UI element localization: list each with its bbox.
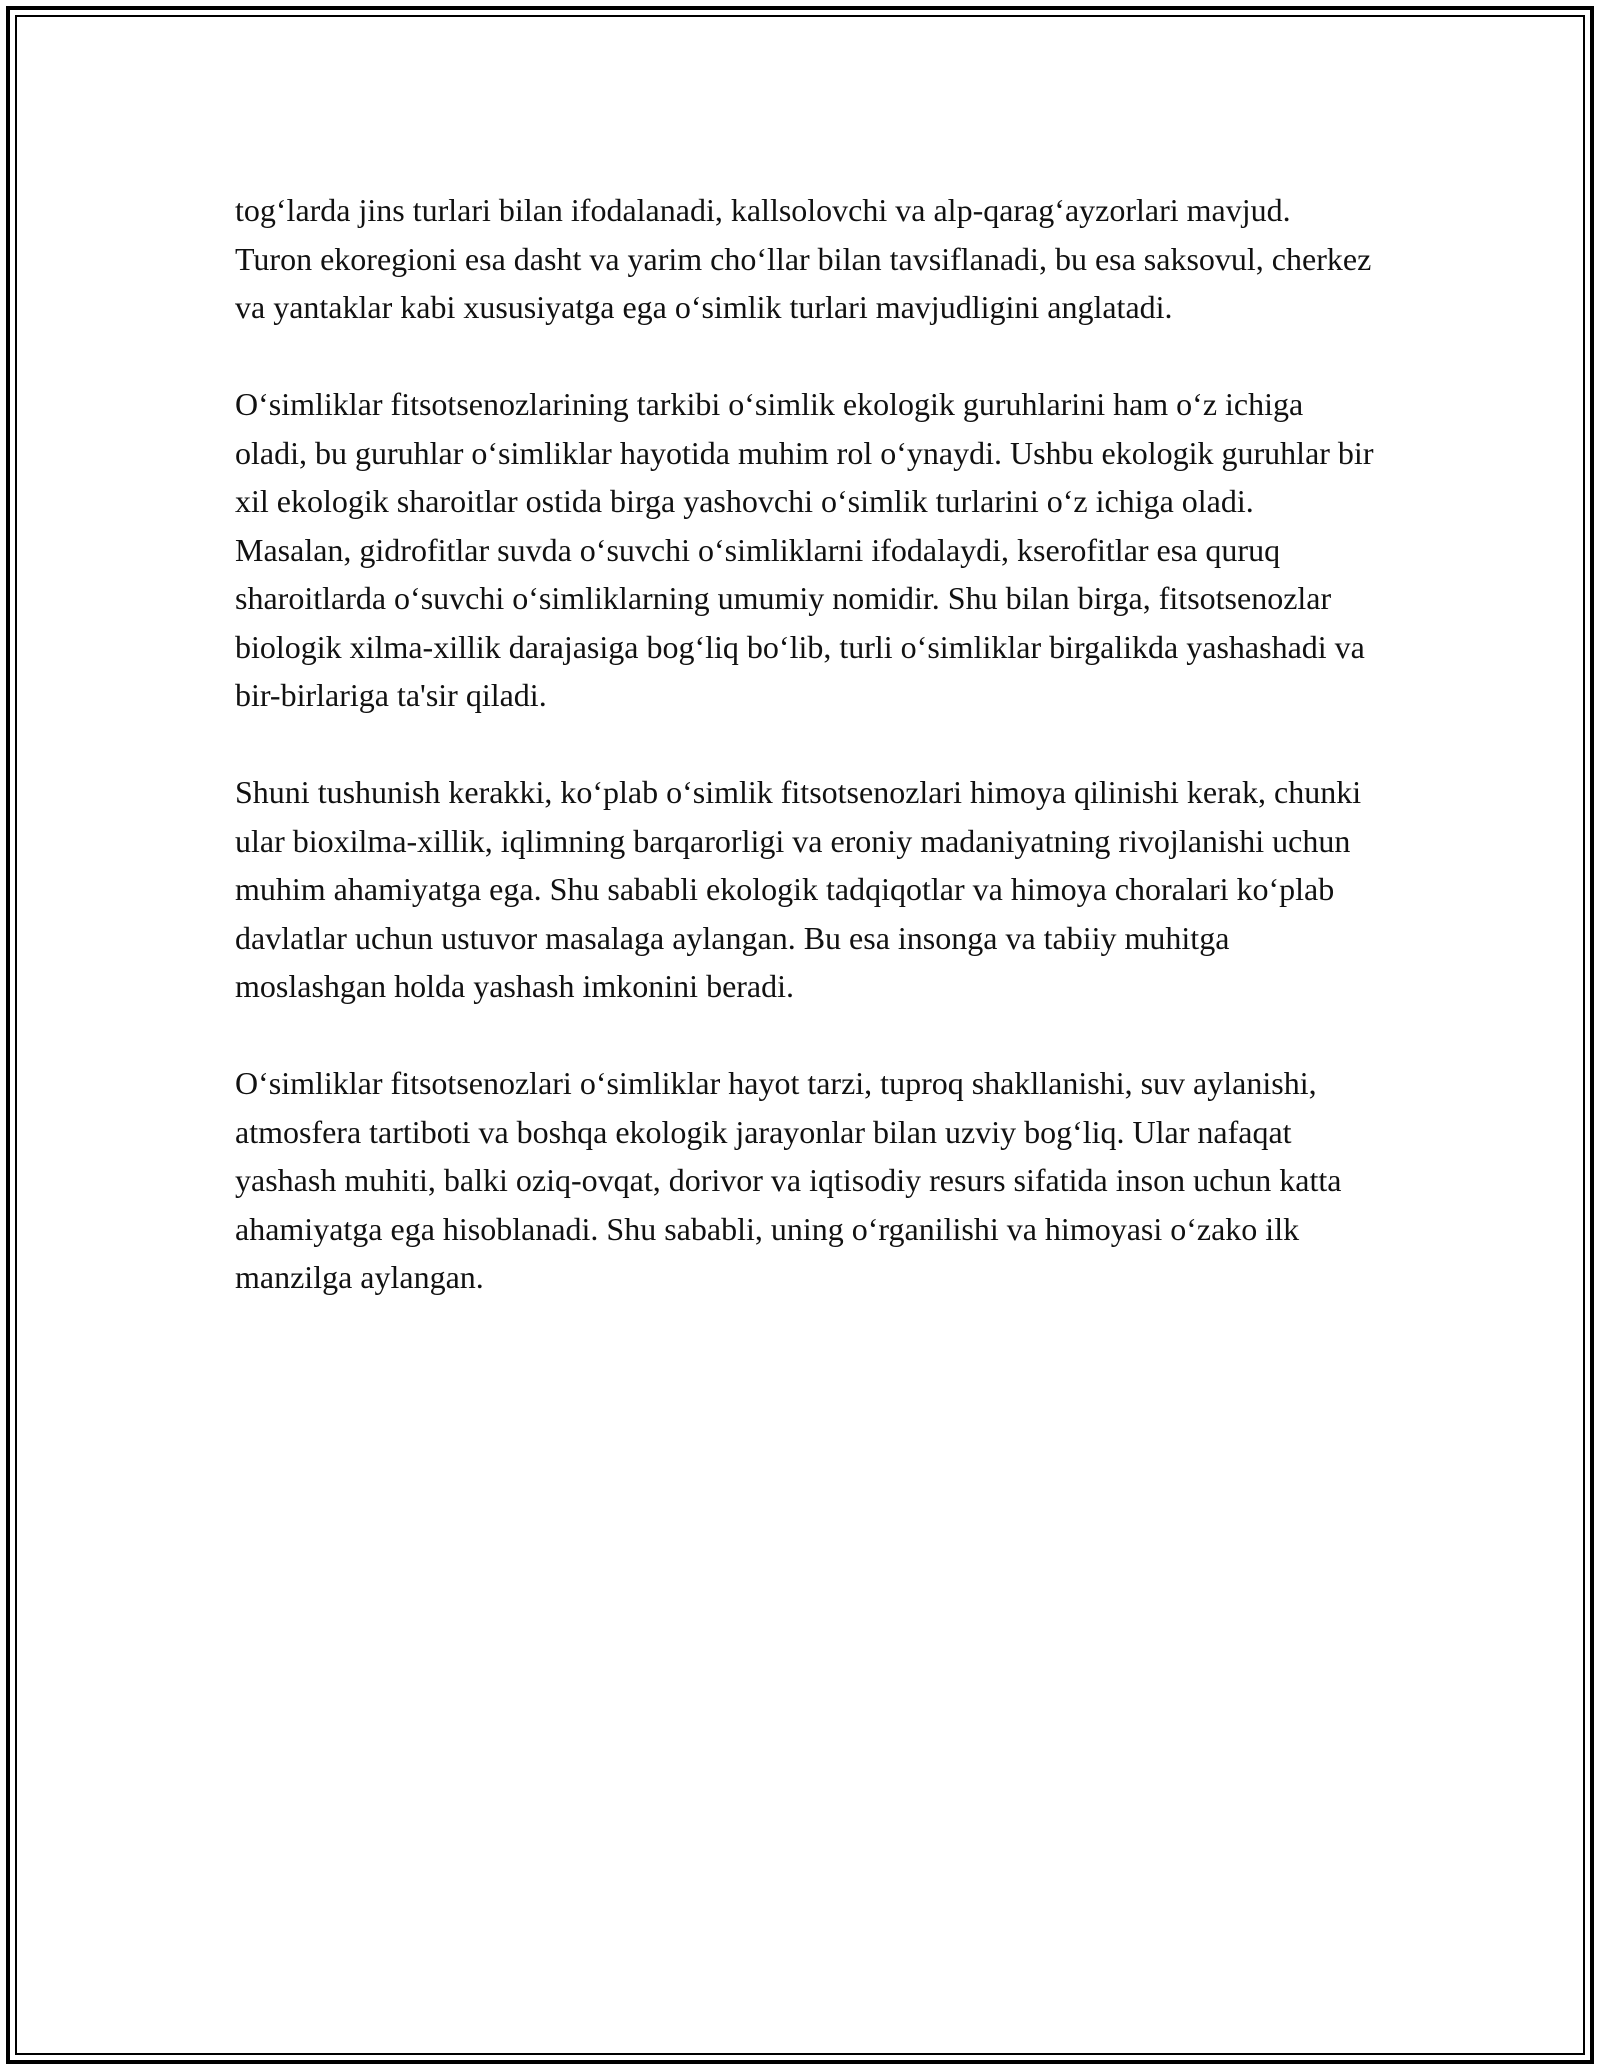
paragraph-3: Shuni tushunish kerakki, ko‘plab o‘simlik fitsotsenozlari himoya qilinishi kerak, chunki ular bioxilma-xillik, iqlimning barqarorligi va eroniy madaniyatning rivojlanishi uchun muhim ahamiyatga ega. Shu sababli ekologik tadqiqotlar va himoya choralari ko‘plab davlatlar uchun ustuvor masalaga aylangan. Bu esa insonga va tabiiy muhitga moslashgan holda yashash imkonini beradi. (235, 774, 1362, 1004)
paragraph-1: tog‘larda jins turlari bilan ifodalanadi, kallsolovchi va alp-qarag‘ayzorlari mavjud. Turon ekoregioni esa dasht va yarim cho‘llar bilan tavsiflanadi, bu esa saksovul, cherkez va yantaklar kabi xususiyatga ega o‘simlik turlari mavjudligini anglatadi. (235, 192, 1372, 325)
document-body (235, 186, 1375, 1302)
paragraph-4: O‘simliklar fitsotsenozlari o‘simliklar hayot tarzi, tuproq shakllanishi, suv aylanishi, atmosfera tartiboti va boshqa ekologik jarayonlar bilan uzviy bog‘liq. Ular nafaqat yashash muhiti, balki oziq-ovqat, dorivor va iqtisodiy resurs sifatida inson uchun katta ahamiyatga ega hisoblanadi. Shu sababli, uning o‘rganilishi va himoyasi o‘zako ilk manzilga aylangan. (235, 1065, 1342, 1295)
paragraph-2: O‘simliklar fitsotsenozlarining tarkibi o‘simlik ekologik guruhlarini ham o‘z ichiga oladi, bu guruhlar o‘simliklar hayotida muhim rol o‘ynaydi. Ushbu ekologik guruhlar bir xil ekologik sharoitlar ostida birga yashovchi o‘simlik turlarini o‘z ichiga oladi. Masalan, gidrofitlar suvda o‘suvchi o‘simliklarni ifodalaydi, kserofitlar esa quruq sharoitlarda o‘suvchi o‘simliklarning umumiy nomidir. Shu bilan birga, fitsotsenozlar biologik xilma-xillik darajasiga bog‘liq bo‘lib, turli o‘simliklar birgalikda yashashadi va bir-birlariga ta'sir qiladi. (235, 386, 1374, 713)
